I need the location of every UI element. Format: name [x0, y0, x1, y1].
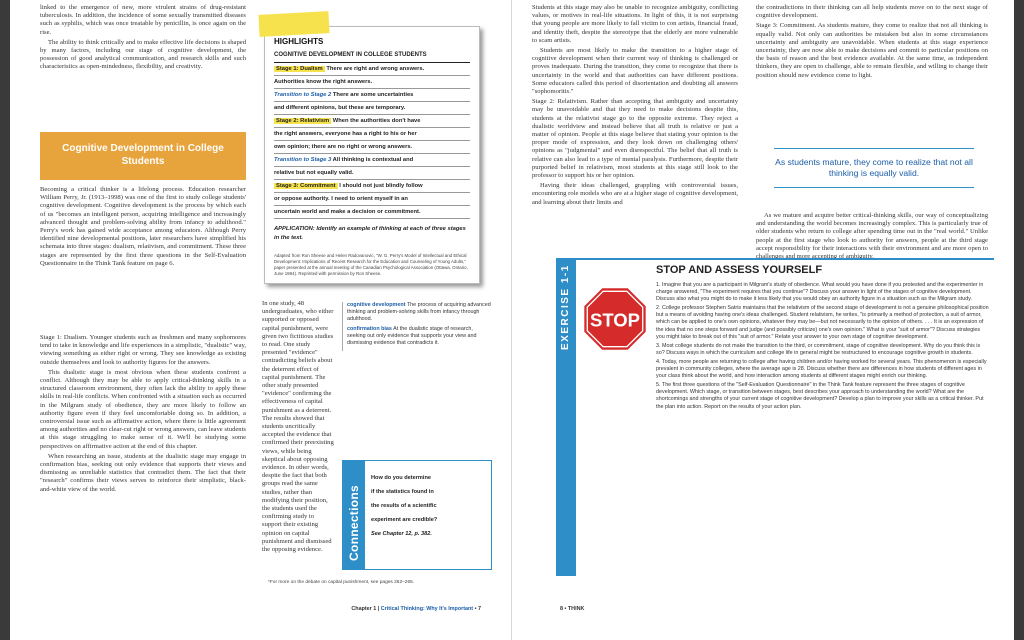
connections-line: if the statistics found in [371, 489, 434, 495]
row-text: All thinking is contextual and [332, 157, 414, 163]
section-heading-callout: Cognitive Development in College Students [40, 132, 246, 180]
folio-bullet: • [474, 606, 477, 612]
row-text: uncertain world and make a decision or commitment. [274, 209, 421, 215]
paragraph: Stage 1: Dualism. Younger students such as freshmen and many sophomores tend to take in knowledge and life experiences in a simplistic, "dualistic" way, viewing something as either right or wrong. They see knowledge as existing outside themselves and look to authority figures for the answers. [40, 334, 247, 366]
highlights-rows [274, 63, 470, 219]
connections-sidebar [343, 461, 365, 569]
row-text: the right answers, everyone has a right to his or her [274, 131, 417, 137]
right-page [512, 0, 1014, 640]
right-column-a [532, 4, 738, 209]
stage-label: Stage 1: Dualism [276, 66, 323, 72]
exercise-list [656, 282, 990, 413]
transition-label: Transition to Stage 3 [274, 157, 332, 163]
row-text: relative but not equally valid. [274, 170, 354, 176]
paragraph: When researching an issue, students at the dualistic stage may engage in confirmation bias, seeking out only evidence that supports their views and dismissing as unreliable statistics that contradict them. The fact that their "research" confirms their views serves to reinforce their simplistic, black-and-white view of the world. [40, 452, 246, 493]
highlights-row [274, 167, 470, 180]
left-column-intro [40, 4, 246, 74]
connections-body [371, 471, 487, 541]
connections-line: How do you determine [371, 475, 431, 481]
pull-quote: As students mature, they come to realize that not all thinking is equally valid. [774, 148, 974, 188]
folio-bullet: • [564, 606, 567, 612]
glossary-entry [347, 302, 492, 322]
right-column-b [756, 4, 988, 82]
transition-label: Transition to Stage 2 [274, 92, 332, 98]
connections-line: experiment are credible? [371, 517, 438, 523]
row-text: own opinion; there are no right or wrong answers. [274, 144, 413, 150]
highlights-row [274, 141, 470, 154]
paragraph: Students at this stage may also be unable to recognize ambiguity, conflicting values, or motives in real-life situations. In light of this, it is not surprising that young people are more likely to fall victim to con artists, financial fraud, and identity theft, despite the stereotype that the elderly are more vulnerable to scam artists. [532, 4, 738, 44]
exercise-item: 3. Most college students do not make the transition to the third, or commitment, stage of cognitive development. Why do you think this is so? Discuss ways in which the curriculum and college life in general might be restructured to encourage cognitive growth in students. [656, 342, 981, 356]
mid-column-study [262, 300, 334, 556]
folio-page: 8 [560, 606, 563, 612]
glossary-def: At the dualistic stage of research, seeking out only evidence that supports your view and dismissing evidence that contradicts it. [347, 326, 477, 346]
folio-title: Critical Thinking: Why It's Important [380, 606, 474, 612]
paragraph: The ability to think critically and to make effective life decisions is shaped by many factors, including our stage of cognitive development, the possession of good analytical communication, and research skills and such characteristics as open-mindedness, flexibility, and creativity. [40, 38, 246, 71]
exercise-item: 2. College professor Stephen Satris maintains that the relativism of the second stage of development is not a genuine philosophical position but a means of avoiding having one's ideas challenged. Student relativism, he writes, "is primarily a method of protection, a suit of armor, which can be applied to one's own opinions, whatever they may be—but not necessarily to the opinion of others. . . . It is an expression of the idea that no one steps forward and judge (and possibly criticize) one's own opinion." What is your "suit of armor"? Discuss strategies you might take to break out of this "suit of armor." Relate your answer to your own stage of cognitive development. [656, 305, 989, 340]
highlights-row [274, 102, 470, 115]
folio-chapter: Chapter 1 [351, 606, 377, 612]
exercise-item: 1. Imagine that you are a participant in Milgram's study of obedience. What would you have done if you protested and the experimenter in charge answered, "The experiment requires that you continue"? Discuss your answer in light of the stages of cognitive development. Discuss also what you might do to make it less likely that you would obey an authority figure in a situation such as the Milgram study. [656, 282, 984, 303]
glossary-entry [347, 326, 492, 346]
exercise-box [556, 258, 994, 576]
paragraph: Stage 3: Commitment. As students mature, they come to realize that not all thinking is equally valid. Not only can authorities be mistaken but also in some circumstances uncertainty and ambiguity are unavoidable. When students at this stage experience uncertainty, they are now able to make decisions and commit to particular positions on the basis of reason and the best evidence available. At the same time, as independent thinkers, they are open to challenge, able to remain flexible, and willing to change their position should new evidence come to light. [756, 22, 988, 79]
stage-label: Stage 3: Commitment [276, 183, 336, 189]
highlights-box [264, 26, 480, 284]
connections-line: the results of a scientific [371, 503, 437, 509]
exercise-item: 5. The first three questions of the "Self-Evaluation Questionnaire" in the Think Tank feature represent the three stages of cognitive development. Which stage, or transition between stages, best describes your approach to understanding the world? What are the shortcomings and strengths of your current stage of cognitive development? Develop a plan to improve your skills as a critical thinker. Put the plan into action. Report on the results of your action plan. [656, 382, 984, 410]
glossary-term: cognitive development [347, 302, 406, 308]
tape-decoration [258, 11, 329, 37]
exercise-title: STOP AND ASSESS YOURSELF [656, 264, 823, 276]
paragraph: the contradictions in their thinking can all help students move on to the next stage of cognitive development. [756, 4, 988, 20]
row-text: I should not just blindly follow [339, 183, 423, 189]
highlights-row [274, 154, 470, 167]
left-page [10, 0, 512, 640]
left-column-dualism [40, 334, 246, 496]
paragraph: As we mature and acquire better critical-thinking skills, our way of conceptualizing and understanding the world becomes increasingly complex. This is particularly true of older students who return to college after spending time out in the "real world." Unlike people at the first stage who look to authority for answers, people at the third stage accept responsibility for their interactions with their environment and are more open to challenges and more accepting of ambiguity. [756, 212, 988, 261]
highlights-row [274, 193, 470, 206]
highlights-subtitle: COGNITIVE DEVELOPMENT IN COLLEGE STUDENTS [274, 52, 470, 63]
row-text: and different opinions, but these are temporary. [274, 105, 406, 111]
row-text: There are some uncertainties [332, 92, 414, 98]
page-folio: Chapter 1 | Critical Thinking: Why It's Important • 7 [351, 606, 481, 612]
highlights-row [274, 76, 470, 89]
exercise-sidebar [556, 260, 576, 576]
highlights-row [274, 206, 470, 219]
highlights-title: HIGHLIGHTS [274, 37, 324, 46]
page-folio [560, 606, 584, 612]
highlights-application: APPLICATION: Identify an example of thinking at each of three stages in the text. [274, 226, 466, 241]
paragraph: linked to the emergence of new, more virulent strains of drug-resistant tuberculosis. In addition, the incidence of some sexually transmitted diseases such as syphilis, which was once treatable by penicillin, is once again on the rise. [40, 4, 246, 36]
folio-page: 7 [478, 606, 481, 612]
paragraph: Stage 2: Relativism. Rather than accepting that ambiguity and uncertainty may be unavoidable and that they need to make decisions despite this, students at the relativist stage go to the opposite extreme. They reject a dualistic worldview and instead believe that all truth is relative or just a matter of opinion. People at this stage believe that stating your opinion is the proper mode of expression, and they look down on challenging others' opinions as "judgmental" and even disrespectful. The belief that all truth is relative can also lead to a type of mental paralysis. Furthermore, despite their purported belief in relativism, most students at this stage still look to the professor to support his or her opinion. [532, 98, 738, 180]
paragraph: Becoming a critical thinker is a lifelong process. Education researcher William Perry, Jr. (1913–1998) was one of the first to study college students' cognitive development. Cognitive development is the process by which each of us "becomes an intelligent person, acquiring intelligence and increasingly advanced thought and problem-solving ability from infancy to adulthood." Perry's work has gained wide acceptance among educators. Although Perry identified nine developmental positions, later researchers have simplified his schemata into three stages: dualism, relativism, and commitment. These three stages are represented by the first three questions in the Self-Evaluation Questionnaire in the Think Tank feature on page 6. [40, 186, 246, 267]
highlights-row [274, 63, 470, 76]
exercise-label: EXERCISE 1-1 [560, 264, 571, 350]
highlights-row [274, 89, 470, 102]
book-spread [10, 0, 1014, 640]
row-text: There are right and wrong answers. [326, 66, 425, 72]
stop-sign-icon [582, 286, 648, 352]
stage-label: Stage 2: Relativism [276, 118, 330, 124]
glossary-term: confirmation bias [347, 326, 392, 333]
left-column-cognitive [40, 186, 246, 270]
highlights-citation: Adapted from Ron Sheese and Helen Radovanovic, "W. G. Perry's Model of Intellectual and Ethical Development: Implications of Recent Research for the Education and Counseling of Young Adults," paper presented at the annual meeting of the Canadian Psychological Association (Ottawa, Ontario, June 1984). Reprinted with permission by Ron Sheese. [274, 253, 468, 276]
right-column-b2 [756, 212, 988, 263]
exercise-item: 4. Today, more people are returning to college after having children and/or having worked for several years. This phenomenon is especially prevalent in community colleges, where the average age is 28. Discuss whether there are differences in how students of different ages in your class think about the world, and how interaction among students at different stages might enrich our thinking. [656, 358, 987, 380]
highlights-row [274, 128, 470, 141]
highlights-row [274, 115, 470, 128]
glossary-margin [342, 302, 492, 351]
connections-box [342, 460, 492, 570]
paragraph: In one study, 48 undergraduates, who either supported or opposed capital punishment, were given two fictitious studies to read. One study presented "evidence" contradicting beliefs about the deterrent effect of capital punishment. The other study presented "evidence" confirming the effectiveness of capital punishment as a deterrent. The results showed that students uncritically accepted the evidence that confirmed their preexisting views, while being skeptical about opposing evidence. In other words, despite the fact that both groups read the same studies, rather than modifying their position, the students used the confirming study to support their existing opinion on capital punishment and dismissed the opposing evidence. [262, 300, 334, 554]
connections-ref: See Chapter 12, p. 382. [371, 531, 432, 537]
row-text: Authorities know the right answers. [274, 79, 373, 85]
paragraph: Having their ideas challenged, grappling with controversial issues, encountering role models who are at a higher stage of cognitive development, and learning about their limits and [532, 182, 738, 206]
stop-sign-text: STOP [590, 309, 640, 331]
paragraph: Students are most likely to make the transition to a higher stage of cognitive development when their current way of thinking is challenged or proves inadequate. During the transition, they come to recognize that there is uncertainty in the world and that authorities can have different positions. Some educators called this period of disorientation and doubting all answers "sophomoritis." [532, 47, 738, 96]
highlights-row [274, 180, 470, 193]
connections-label: Connections [347, 485, 361, 561]
row-text: or oppose authority. I need to orient myself in an [274, 196, 408, 202]
glossary-def: The process of acquiring advanced thinking and problem-solving skills from infancy through adulthood. [347, 302, 491, 322]
folio-label: THINK [567, 606, 585, 612]
paragraph: This dualistic stage is most obvious when these students confront a conflict. Although they may be able to apply critical-thinking skills in a structured classroom environment, they often lack the ability to apply these skills in real-life conflicts. When confronted with a situation such as occurred in the Milgram study of obedience, they are more likely to follow an authority figure even if they feel uncomfortable doing so. In addition, a controversial issue such as affirmative action, where there is little agreement among authorities and no clear-cut right or wrong answers, can leave students at this stage struggling to make sense of it. We'll be studying some perspectives on affirmative action at the end of this chapter. [40, 368, 246, 450]
row-text: When the authorities don't have [332, 118, 421, 124]
footnote: *For more on the debate on capital punishment, see pages 262–265. [268, 580, 415, 585]
